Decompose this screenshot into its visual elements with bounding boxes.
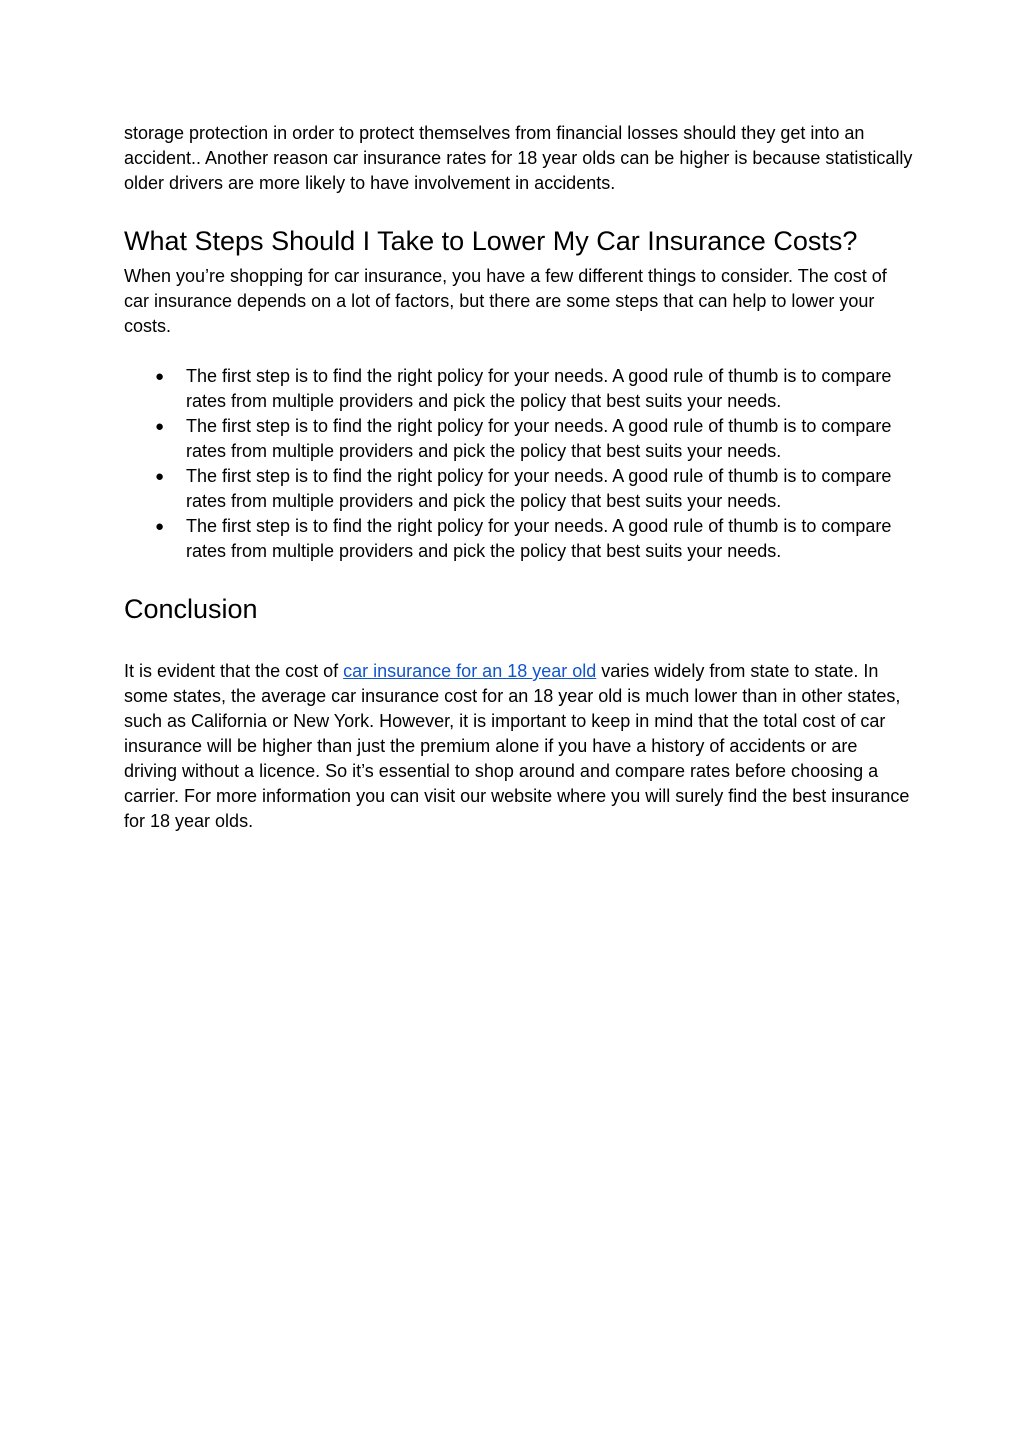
list-item xyxy=(124,414,914,464)
bullet-icon: ● xyxy=(155,418,165,435)
steps-paragraph: When you’re shopping for car insurance, you have a few different things to consider. The cost of car insurance depends on a lot of factors, but there are some steps that can help to lower your costs. xyxy=(124,266,887,336)
conclusion-text-end: varies widely from state to state. In some states, the average car insurance cost for an 18 year old is much lower than in other states, such as California or New York. However, it is important to keep in mind that the total cost of car insurance will be higher than just the premium alone if you have a history of accidents or are driving without a licence. So it’s essential to shop around and compare rates before choosing a carrier. For more information you can visit our website where you will surely find the best insurance for 18 year olds. xyxy=(124,661,910,831)
steps-bullet-list xyxy=(124,364,914,564)
list-item-text: The first step is to find the right policy for your needs. A good rule of thumb is to compare rates from multiple providers and pick the policy that best suits your needs. xyxy=(186,366,892,411)
document-page xyxy=(124,121,914,834)
intro-paragraph: storage protection in order to protect themselves from financial losses should they get into an accident.. Another reason car insurance rates for 18 year olds can be higher is because statistically older drivers are more likely to have involvement in accidents. xyxy=(124,123,913,193)
list-item-text: The first step is to find the right policy for your needs. A good rule of thumb is to compare rates from multiple providers and pick the policy that best suits your needs. xyxy=(186,416,892,461)
list-item xyxy=(124,464,914,514)
bullet-icon: ● xyxy=(155,368,165,385)
list-item xyxy=(124,364,914,414)
car-insurance-18-link[interactable]: car insurance for an 18 year old xyxy=(343,661,597,681)
bullet-icon: ● xyxy=(155,468,165,485)
list-item-text: The first step is to find the right policy for your needs. A good rule of thumb is to compare rates from multiple providers and pick the policy that best suits your needs. xyxy=(186,466,892,511)
steps-heading: What Steps Should I Take to Lower My Car Insurance Costs? xyxy=(124,226,858,256)
bullet-icon: ● xyxy=(155,518,165,535)
conclusion-heading: Conclusion xyxy=(124,594,258,624)
list-item-text: The first step is to find the right policy for your needs. A good rule of thumb is to compare rates from multiple providers and pick the policy that best suits your needs. xyxy=(186,516,892,561)
conclusion-paragraph xyxy=(124,659,914,834)
conclusion-text-start: It is evident that the cost of xyxy=(124,661,344,681)
list-item xyxy=(124,514,914,564)
